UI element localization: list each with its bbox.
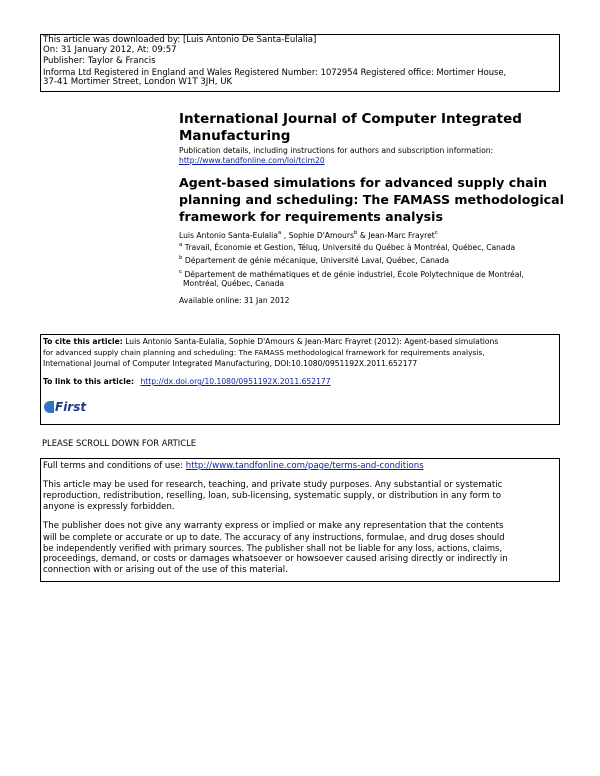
doi-link[interactable]: http://dx.doi.org/10.1080/0951192X.2011.652177 <box>140 377 331 386</box>
author-3-sup: c <box>434 230 438 236</box>
affiliation-c-label: c <box>179 269 183 275</box>
publication-details: Publication details, including instructions for authors and subscription information: <box>179 146 494 155</box>
affiliation-a <box>179 240 515 253</box>
cite-text-1: Luis Antonio Santa-Eulalia, Sophie D'Amours & Jean-Marc Frayret (2012): Agent-based simulations <box>125 337 499 346</box>
terms-para-1-line-2: reproduction, redistribution, reselling, loan, sub-licensing, systematic supply, or distribution in any form to <box>43 491 502 501</box>
article-title-line-3: framework for requirements analysis <box>179 209 443 224</box>
affiliation-b-text: Département de génie mécanique, Université Laval, Québec, Canada <box>184 256 450 265</box>
terms-para-2-line-5: connection with or arising out of the use of this material. <box>43 565 288 575</box>
article-title-line-2: planning and scheduling: The FAMASS methodological <box>179 192 564 207</box>
header-line-4: Informa Ltd Registered in England and Wales Registered Number: 1072954 Registered office: Mortimer House, <box>43 67 507 77</box>
terms-para-2-line-4: proceedings, demand, or costs or damages whatsoever or howsoever caused arising directly or indirectly in <box>43 554 508 564</box>
link-label: To link to this article: <box>43 377 135 386</box>
journal-url-link[interactable]: http://www.tandfonline.com/loi/tcim20 <box>179 156 325 165</box>
terms-url-link[interactable]: http://www.tandfonline.com/page/terms-and-conditions <box>185 461 424 471</box>
terms-para-2-line-1: The publisher does not give any warranty express or implied or make any representation that the contents <box>43 521 504 531</box>
journal-title-line-1: International Journal of Computer Integrated <box>179 111 522 127</box>
affiliation-b <box>179 253 449 266</box>
affiliation-a-label: a <box>179 242 183 248</box>
affiliation-b-label: b <box>179 255 183 261</box>
citation-line-3: International Journal of Computer Integrated Manufacturing, DOI:10.1080/0951192X.2011.652177 <box>43 359 418 368</box>
citation-line-1 <box>43 337 498 347</box>
header-line-2: On: 31 January 2012, At: 09:57 <box>43 45 177 55</box>
citation-line-2: for advanced supply chain planning and scheduling: The FAMASS methodological framework for requirements analysis, <box>43 348 485 357</box>
ifirst-logo-icon <box>44 401 54 413</box>
ifirst-logo <box>44 400 86 414</box>
scroll-notice: PLEASE SCROLL DOWN FOR ARTICLE <box>42 438 197 448</box>
terms-para-1-line-1: This article may be used for research, teaching, and private study purposes. Any substantial or systematic <box>43 480 503 490</box>
ifirst-logo-text: First <box>55 400 87 414</box>
author-2-sup: b <box>353 230 358 236</box>
author-separator-1: , <box>283 231 287 240</box>
author-3: Jean-Marc Frayret <box>368 231 435 240</box>
cite-label: To cite this article: <box>43 337 123 346</box>
author-1-sup: a <box>277 230 282 236</box>
header-line-1: This article was downloaded by: [Luis Antonio De Santa-Eulalia] <box>43 35 317 45</box>
available-online: Available online: 31 Jan 2012 <box>179 296 290 305</box>
header-line-5: 37-41 Mortimer Street, London W1T 3JH, UK <box>43 77 233 87</box>
article-title-line-1: Agent-based simulations for advanced supply chain <box>179 175 547 190</box>
header-line-3: Publisher: Taylor & Francis <box>43 56 156 66</box>
author-1: Luis Antonio Santa-Eulalia <box>179 231 278 240</box>
terms-line <box>43 461 424 471</box>
terms-para-2-line-2: will be complete or accurate or up to date. The accuracy of any instructions, formulae, and drug doses should <box>43 532 505 542</box>
affiliation-c-text: Département de mathématiques et de génie industriel, École Polytechnique de Montréal, <box>184 270 524 279</box>
terms-para-1-line-3: anyone is expressly forbidden. <box>43 502 175 512</box>
terms-label: Full terms and conditions of use: <box>43 461 184 471</box>
affiliation-a-text: Travail, Économie et Gestion, Téluq, Université du Québec à Montréal, Québec, Canada <box>184 243 516 252</box>
author-separator-2: & <box>359 231 366 240</box>
journal-title-line-2: Manufacturing <box>179 128 291 144</box>
author-2: Sophie D'Amours <box>288 231 354 240</box>
terms-para-2-line-3: be independently verified with primary sources. The publisher shall not be liable for any loss, actions, claims, <box>43 543 503 553</box>
affiliation-c-line-2: Montréal, Québec, Canada <box>183 279 285 288</box>
link-line <box>43 377 331 387</box>
